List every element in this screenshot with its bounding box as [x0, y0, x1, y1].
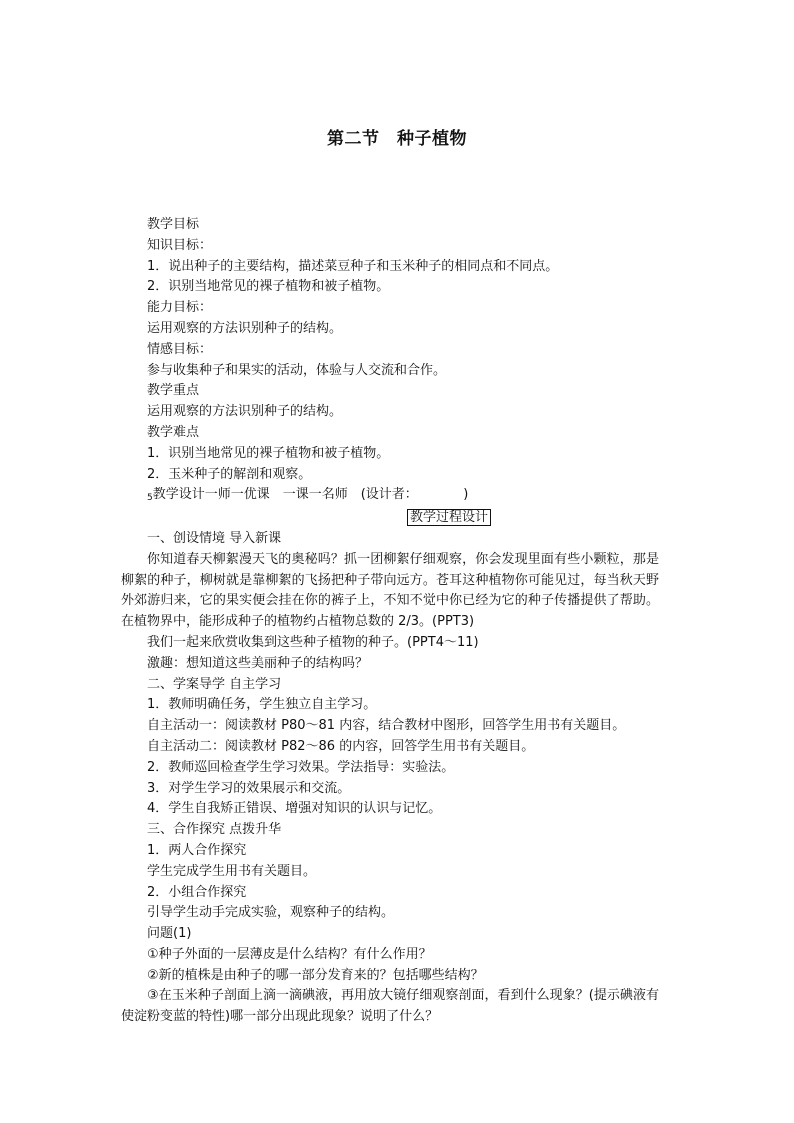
text-line: 激趣：想知道这些美丽种子的结构吗？: [147, 655, 369, 671]
text-line: 参与收集种子和果实的活动，体验与人交流和合作。: [147, 362, 447, 378]
section-heading-teaching-goals: 教学目标: [147, 217, 200, 232]
boxed-heading-wrap: [147, 508, 659, 529]
document-body: [121, 215, 659, 1028]
text-line: 运用观察的方法识别种子的结构。: [147, 320, 343, 336]
question-item: ②新的植株是由种子的哪一部分发育来的？包括哪些结构？: [147, 967, 484, 983]
text-line: 4．学生自我矫正错误、增强对知识的认识与记忆。: [147, 801, 442, 817]
text-line: 2．教师巡回检查学生学习效果。学法指导：实验法。: [147, 759, 455, 775]
question-item: ①种子外面的一层薄皮是什么结构？有什么作用？: [147, 946, 432, 962]
section-heading-key-points: 教学重点: [147, 383, 200, 399]
designer-line: [147, 485, 659, 506]
text-line: 1．识别当地常见的裸子植物和被子植物。: [147, 445, 390, 461]
question-heading: 问题(1): [147, 926, 192, 942]
section-heading-difficulties: 教学难点: [147, 424, 200, 440]
page-title: 第二节 种子植物: [327, 129, 467, 149]
text-line: 运用观察的方法识别种子的结构。: [147, 404, 343, 420]
designer-text: 教学设计一师一优课 一课一名师 (设计者： ): [152, 487, 469, 503]
boxed-heading-process-design: 教学过程设计: [407, 509, 491, 526]
text-line: 自主活动二：阅读教材 P82～86 的内容，回答学生用书有关题目。: [147, 738, 535, 754]
section-heading-2: 二、学案导学 自主学习: [147, 676, 282, 692]
section-heading-3: 三、合作探究 点拨升华: [147, 822, 282, 838]
footnote-mark: 5: [147, 493, 153, 504]
question-item-long: ③在玉米种子剖面上滴一滴碘液，再用放大镜仔细观察剖面，看到什么现象？(提示碘液有使淀粉变蓝的特性)哪一部分出现此现象？说明了什么？: [121, 988, 659, 1025]
subheading-knowledge-goals: 知识目标：: [147, 237, 213, 253]
text-line: 1．教师明确任务，学生独立自主学习。: [147, 697, 377, 713]
text-line: 3．对学生学习的效果展示和交流。: [147, 780, 351, 796]
text-line: 学生完成学生用书有关题目。: [147, 863, 317, 879]
subheading-ability-goals: 能力目标：: [147, 300, 213, 316]
section-heading-1: 一、创设情境 导入新课: [147, 530, 282, 546]
text-line: 1．说出种子的主要结构，描述菜豆种子和玉米种子的相同点和不同点。: [147, 258, 559, 274]
text-line: 引导学生动手完成实验，观察种子的结构。: [147, 905, 395, 921]
text-line: 2．识别当地常见的裸子植物和被子植物。: [147, 279, 390, 295]
text-line: 自主活动一：阅读教材 P80～81 内容，结合教材中图形，回答学生用书有关题目。: [147, 718, 626, 734]
paragraph-intro: 你知道春天柳絮漫天飞的奥秘吗？抓一团柳絮仔细观察，你会发现里面有些小颗粒，那是柳絮的种子，柳树就是靠柳絮的飞扬把种子带向远方。苍耳这种植物你可能见过，每当秋天野外郊游归来，它的果实便会挂在你的裤子上，不知不觉中你已经为它的种子传播提供了帮助。在植物界中，能形成种子的植物约占植物总数的 2/3。(PPT3): [121, 551, 659, 630]
subheading-emotion-goals: 情感目标：: [147, 341, 213, 357]
text-line: 2．小组合作探究: [147, 884, 247, 900]
text-line: 我们一起来欣赏收集到这些种子植物的种子。(PPT4～11): [147, 634, 479, 650]
text-line: 1．两人合作探究: [147, 842, 247, 858]
text-line: 2．玉米种子的解剖和观察。: [147, 466, 312, 482]
